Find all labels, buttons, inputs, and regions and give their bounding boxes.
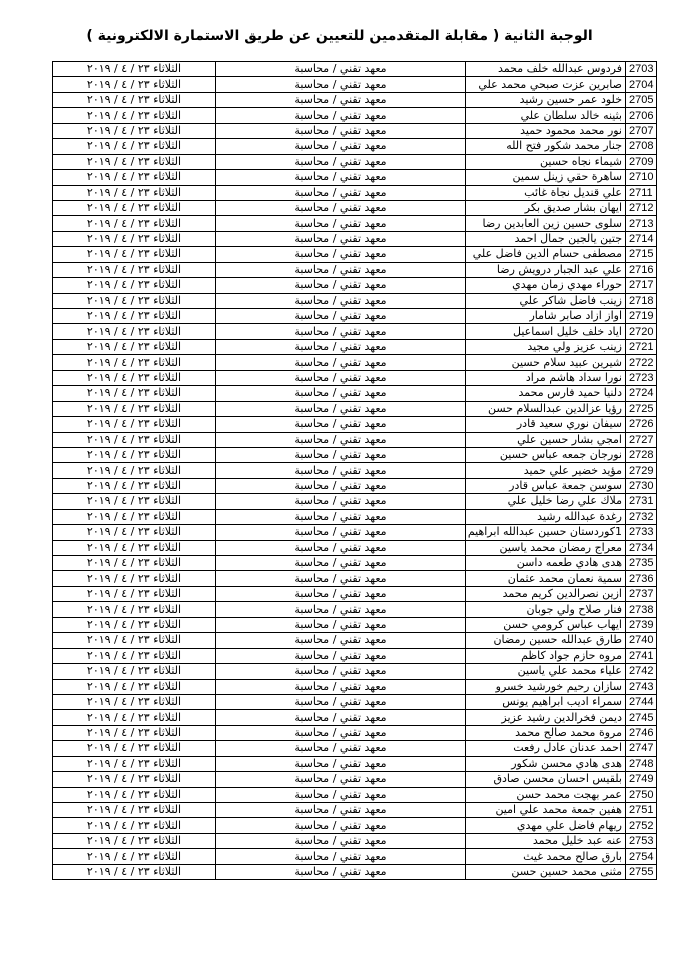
- interview-date: الثلاثاء ٢٣ / ٤ / ٢٠١٩: [53, 309, 216, 324]
- interview-date: الثلاثاء ٢٣ / ٤ / ٢٠١٩: [53, 818, 216, 833]
- row-number: 2753: [626, 833, 657, 848]
- row-number: 2737: [626, 586, 657, 601]
- interview-date: الثلاثاء ٢٣ / ٤ / ٢٠١٩: [53, 139, 216, 154]
- row-number: 2717: [626, 278, 657, 293]
- interview-date: الثلاثاء ٢٣ / ٤ / ٢٠١٩: [53, 849, 216, 864]
- specialty-cell: معهد تقني / محاسبة: [216, 694, 466, 709]
- table-row: [53, 355, 657, 370]
- specialty-cell: معهد تقني / محاسبة: [216, 278, 466, 293]
- specialty-cell: معهد تقني / محاسبة: [216, 200, 466, 215]
- specialty-cell: معهد تقني / محاسبة: [216, 170, 466, 185]
- specialty-cell: معهد تقني / محاسبة: [216, 556, 466, 571]
- row-number: 2733: [626, 525, 657, 540]
- specialty-cell: معهد تقني / محاسبة: [216, 355, 466, 370]
- applicant-name: ايهان بشار صديق بكر: [466, 200, 626, 215]
- table-row: [53, 648, 657, 663]
- interview-date: الثلاثاء ٢٣ / ٤ / ٢٠١٩: [53, 679, 216, 694]
- specialty-cell: معهد تقني / محاسبة: [216, 833, 466, 848]
- table-row: [53, 77, 657, 92]
- applicant-name: مثنى محمد حسين حسن: [466, 864, 626, 879]
- interview-date: الثلاثاء ٢٣ / ٤ / ٢٠١٩: [53, 231, 216, 246]
- specialty-cell: معهد تقني / محاسبة: [216, 108, 466, 123]
- interview-date: الثلاثاء ٢٣ / ٤ / ٢٠١٩: [53, 478, 216, 493]
- specialty-cell: معهد تقني / محاسبة: [216, 386, 466, 401]
- interview-date: الثلاثاء ٢٣ / ٤ / ٢٠١٩: [53, 339, 216, 354]
- applicants-table: [52, 61, 657, 880]
- table-row: [53, 833, 657, 848]
- interview-date: الثلاثاء ٢٣ / ٤ / ٢٠١٩: [53, 833, 216, 848]
- applicant-name: رؤيا عزالدين عبدالسلام حسن: [466, 401, 626, 416]
- applicant-name: ساهرة حقي زينل سمين: [466, 170, 626, 185]
- applicant-name: دلنيا حميد فارس محمد: [466, 386, 626, 401]
- interview-date: الثلاثاء ٢٣ / ٤ / ٢٠١٩: [53, 772, 216, 787]
- applicant-name: ايهاب عباس كرومي حسن: [466, 617, 626, 632]
- specialty-cell: معهد تقني / محاسبة: [216, 818, 466, 833]
- applicant-name: سمراء اديب ابراهيم يونس: [466, 694, 626, 709]
- interview-date: الثلاثاء ٢٣ / ٤ / ٢٠١٩: [53, 370, 216, 385]
- specialty-cell: معهد تقني / محاسبة: [216, 864, 466, 879]
- row-number: 2710: [626, 170, 657, 185]
- table-row: [53, 556, 657, 571]
- interview-date: الثلاثاء ٢٣ / ٤ / ٢٠١٩: [53, 293, 216, 308]
- table-row: [53, 602, 657, 617]
- applicant-name: هدى هادي طعمه داسن: [466, 556, 626, 571]
- specialty-cell: معهد تقني / محاسبة: [216, 571, 466, 586]
- row-number: 2748: [626, 756, 657, 771]
- row-number: 2740: [626, 633, 657, 648]
- table-row: [53, 62, 657, 77]
- table-row: [53, 432, 657, 447]
- table-row: [53, 679, 657, 694]
- specialty-cell: معهد تقني / محاسبة: [216, 679, 466, 694]
- row-number: 2734: [626, 540, 657, 555]
- table-row: [53, 324, 657, 339]
- applicant-name: رغدة عبدالله رشيد: [466, 509, 626, 524]
- interview-date: الثلاثاء ٢٣ / ٤ / ٢٠١٩: [53, 803, 216, 818]
- table-row: [53, 540, 657, 555]
- interview-date: الثلاثاء ٢٣ / ٤ / ٢٠١٩: [53, 694, 216, 709]
- applicant-name: اواز ازاد صابر شامار: [466, 309, 626, 324]
- table-row: [53, 617, 657, 632]
- applicant-name: مصطفى حسام الدين فاضل علي: [466, 247, 626, 262]
- specialty-cell: معهد تقني / محاسبة: [216, 231, 466, 246]
- row-number: 2738: [626, 602, 657, 617]
- interview-date: الثلاثاء ٢٣ / ٤ / ٢٠١٩: [53, 586, 216, 601]
- specialty-cell: معهد تقني / محاسبة: [216, 309, 466, 324]
- interview-date: الثلاثاء ٢٣ / ٤ / ٢٠١٩: [53, 725, 216, 740]
- applicant-name: نورجان جمعه عباس حسين: [466, 447, 626, 462]
- applicant-name: نور محمد محمود حميد: [466, 123, 626, 138]
- interview-date: الثلاثاء ٢٣ / ٤ / ٢٠١٩: [53, 262, 216, 277]
- specialty-cell: معهد تقني / محاسبة: [216, 617, 466, 632]
- table-row: [53, 463, 657, 478]
- interview-date: الثلاثاء ٢٣ / ٤ / ٢٠١٩: [53, 417, 216, 432]
- specialty-cell: معهد تقني / محاسبة: [216, 92, 466, 107]
- interview-date: الثلاثاء ٢٣ / ٤ / ٢٠١٩: [53, 200, 216, 215]
- row-number: 2718: [626, 293, 657, 308]
- interview-date: الثلاثاء ٢٣ / ٤ / ٢٠١٩: [53, 386, 216, 401]
- table-row: [53, 293, 657, 308]
- specialty-cell: معهد تقني / محاسبة: [216, 432, 466, 447]
- applicant-name: جتين يالجين جمال احمد: [466, 231, 626, 246]
- row-number: 2749: [626, 772, 657, 787]
- specialty-cell: معهد تقني / محاسبة: [216, 478, 466, 493]
- row-number: 2746: [626, 725, 657, 740]
- row-number: 2729: [626, 463, 657, 478]
- applicant-name: علياء محمد علي ياسين: [466, 664, 626, 679]
- specialty-cell: معهد تقني / محاسبة: [216, 787, 466, 802]
- row-number: 2720: [626, 324, 657, 339]
- interview-date: الثلاثاء ٢٣ / ٤ / ٢٠١٩: [53, 756, 216, 771]
- applicant-name: فنار صلاح ولي جوبان: [466, 602, 626, 617]
- specialty-cell: معهد تقني / محاسبة: [216, 370, 466, 385]
- row-number: 2751: [626, 803, 657, 818]
- applicant-name: فردوس عبدالله خلف محمد: [466, 62, 626, 77]
- row-number: 2755: [626, 864, 657, 879]
- applicant-name: هدى هادي محسن شكور: [466, 756, 626, 771]
- table-row: [53, 664, 657, 679]
- interview-date: الثلاثاء ٢٣ / ٤ / ٢٠١٩: [53, 664, 216, 679]
- interview-date: الثلاثاء ٢٣ / ٤ / ٢٠١٩: [53, 494, 216, 509]
- table-row: [53, 725, 657, 740]
- table-row: [53, 185, 657, 200]
- specialty-cell: معهد تقني / محاسبة: [216, 123, 466, 138]
- specialty-cell: معهد تقني / محاسبة: [216, 525, 466, 540]
- applicant-name: طارق عبدالله حسين رمضان: [466, 633, 626, 648]
- row-number: 2716: [626, 262, 657, 277]
- specialty-cell: معهد تقني / محاسبة: [216, 756, 466, 771]
- applicant-name: سازان رحيم خورشيد خسرو: [466, 679, 626, 694]
- interview-date: الثلاثاء ٢٣ / ٤ / ٢٠١٩: [53, 617, 216, 632]
- applicants-table-body: [53, 62, 657, 880]
- specialty-cell: معهد تقني / محاسبة: [216, 185, 466, 200]
- table-row: [53, 818, 657, 833]
- table-row: [53, 200, 657, 215]
- interview-date: الثلاثاء ٢٣ / ٤ / ٢٠١٩: [53, 633, 216, 648]
- applicant-name: ديمن فخرالدين رشيد عزيز: [466, 710, 626, 725]
- row-number: 2719: [626, 309, 657, 324]
- row-number: 2743: [626, 679, 657, 694]
- specialty-cell: معهد تقني / محاسبة: [216, 772, 466, 787]
- applicant-name: بلقيس احسان محسن صادق: [466, 772, 626, 787]
- applicant-name: خلود عمر حسين رشيد: [466, 92, 626, 107]
- table-row: [53, 772, 657, 787]
- interview-date: الثلاثاء ٢٣ / ٤ / ٢٠١٩: [53, 540, 216, 555]
- applicant-name: عمر بهجت محمد حسن: [466, 787, 626, 802]
- row-number: 2705: [626, 92, 657, 107]
- specialty-cell: معهد تقني / محاسبة: [216, 339, 466, 354]
- interview-date: الثلاثاء ٢٣ / ٤ / ٢٠١٩: [53, 247, 216, 262]
- specialty-cell: معهد تقني / محاسبة: [216, 154, 466, 169]
- applicant-name: امجي بشار حسين علي: [466, 432, 626, 447]
- specialty-cell: معهد تقني / محاسبة: [216, 648, 466, 663]
- interview-date: الثلاثاء ٢٣ / ٤ / ٢٠١٩: [53, 571, 216, 586]
- row-number: 2723: [626, 370, 657, 385]
- applicant-name: عنه عبد خليل محمد: [466, 833, 626, 848]
- row-number: 2708: [626, 139, 657, 154]
- table-row: [53, 386, 657, 401]
- specialty-cell: معهد تقني / محاسبة: [216, 602, 466, 617]
- specialty-cell: معهد تقني / محاسبة: [216, 803, 466, 818]
- specialty-cell: معهد تقني / محاسبة: [216, 417, 466, 432]
- interview-date: الثلاثاء ٢٣ / ٤ / ٢٠١٩: [53, 648, 216, 663]
- table-row: [53, 123, 657, 138]
- interview-date: الثلاثاء ٢٣ / ٤ / ٢٠١٩: [53, 92, 216, 107]
- applicant-name: معراج رمضان محمد ياسين: [466, 540, 626, 555]
- table-row: [53, 262, 657, 277]
- applicant-name: ريهام فاضل علي مهدي: [466, 818, 626, 833]
- interview-date: الثلاثاء ٢٣ / ٤ / ٢٠١٩: [53, 324, 216, 339]
- applicant-name: حوراء مهدي زمان مهدي: [466, 278, 626, 293]
- applicant-name: سوسن جمعة عباس قادر: [466, 478, 626, 493]
- applicant-name: احمد عدنان عادل رفعت: [466, 741, 626, 756]
- interview-date: الثلاثاء ٢٣ / ٤ / ٢٠١٩: [53, 185, 216, 200]
- specialty-cell: معهد تقني / محاسبة: [216, 509, 466, 524]
- table-row: [53, 139, 657, 154]
- specialty-cell: معهد تقني / محاسبة: [216, 664, 466, 679]
- row-number: 2707: [626, 123, 657, 138]
- row-number: 2745: [626, 710, 657, 725]
- interview-date: الثلاثاء ٢٣ / ٤ / ٢٠١٩: [53, 123, 216, 138]
- table-row: [53, 309, 657, 324]
- row-number: 2731: [626, 494, 657, 509]
- applicant-name: زينب عزيز ولي مجيد: [466, 339, 626, 354]
- interview-date: الثلاثاء ٢٣ / ٤ / ٢٠١٩: [53, 401, 216, 416]
- applicant-name: نورا سداد هاشم مراد: [466, 370, 626, 385]
- row-number: 2706: [626, 108, 657, 123]
- table-row: [53, 571, 657, 586]
- specialty-cell: معهد تقني / محاسبة: [216, 540, 466, 555]
- row-number: 2732: [626, 509, 657, 524]
- applicant-name: بارق صالح محمد غيث: [466, 849, 626, 864]
- row-number: 2741: [626, 648, 657, 663]
- row-number: 2754: [626, 849, 657, 864]
- applicant-name: شيماء نجاه حسين: [466, 154, 626, 169]
- table-row: [53, 741, 657, 756]
- row-number: 2727: [626, 432, 657, 447]
- interview-date: الثلاثاء ٢٣ / ٤ / ٢٠١٩: [53, 355, 216, 370]
- table-row: [53, 787, 657, 802]
- interview-date: الثلاثاء ٢٣ / ٤ / ٢٠١٩: [53, 108, 216, 123]
- table-row: [53, 339, 657, 354]
- interview-date: الثلاثاء ٢٣ / ٤ / ٢٠١٩: [53, 77, 216, 92]
- applicant-name: ملاك علي رضا خليل علي: [466, 494, 626, 509]
- specialty-cell: معهد تقني / محاسبة: [216, 725, 466, 740]
- specialty-cell: معهد تقني / محاسبة: [216, 324, 466, 339]
- applicant-name: صابرين عزت صبحي محمد علي: [466, 77, 626, 92]
- interview-date: الثلاثاء ٢٣ / ٤ / ٢٠١٩: [53, 278, 216, 293]
- applicant-name: بثينه خالد سلطان علي: [466, 108, 626, 123]
- interview-date: الثلاثاء ٢٣ / ٤ / ٢٠١٩: [53, 463, 216, 478]
- table-row: [53, 586, 657, 601]
- specialty-cell: معهد تقني / محاسبة: [216, 494, 466, 509]
- applicant-name: ازين نصرالدين كريم محمد: [466, 586, 626, 601]
- specialty-cell: معهد تقني / محاسبة: [216, 447, 466, 462]
- interview-date: الثلاثاء ٢٣ / ٤ / ٢٠١٩: [53, 447, 216, 462]
- table-row: [53, 231, 657, 246]
- applicant-name: مؤيد خضير علي حميد: [466, 463, 626, 478]
- interview-date: الثلاثاء ٢٣ / ٤ / ٢٠١٩: [53, 525, 216, 540]
- specialty-cell: معهد تقني / محاسبة: [216, 710, 466, 725]
- table-row: [53, 864, 657, 879]
- row-number: 2730: [626, 478, 657, 493]
- interview-date: الثلاثاء ٢٣ / ٤ / ٢٠١٩: [53, 602, 216, 617]
- row-number: 2703: [626, 62, 657, 77]
- row-number: 2747: [626, 741, 657, 756]
- applicant-name: هفين جمعة محمد علي امين: [466, 803, 626, 818]
- interview-date: الثلاثاء ٢٣ / ٤ / ٢٠١٩: [53, 509, 216, 524]
- row-number: 2721: [626, 339, 657, 354]
- table-row: [53, 370, 657, 385]
- table-row: [53, 694, 657, 709]
- table-row: [53, 509, 657, 524]
- table-row: [53, 108, 657, 123]
- table-row: [53, 710, 657, 725]
- table-row: [53, 633, 657, 648]
- interview-date: الثلاثاء ٢٣ / ٤ / ٢٠١٩: [53, 556, 216, 571]
- interview-date: الثلاثاء ٢٣ / ٤ / ٢٠١٩: [53, 864, 216, 879]
- specialty-cell: معهد تقني / محاسبة: [216, 262, 466, 277]
- table-row: [53, 247, 657, 262]
- table-row: [53, 154, 657, 169]
- row-number: 2725: [626, 401, 657, 416]
- interview-date: الثلاثاء ٢٣ / ٤ / ٢٠١٩: [53, 432, 216, 447]
- specialty-cell: معهد تقني / محاسبة: [216, 741, 466, 756]
- table-row: [53, 216, 657, 231]
- applicant-name: سمية نعمان محمد عثمان: [466, 571, 626, 586]
- table-row: [53, 401, 657, 416]
- specialty-cell: معهد تقني / محاسبة: [216, 463, 466, 478]
- specialty-cell: معهد تقني / محاسبة: [216, 139, 466, 154]
- applicant-name: علي عبد الجبار درويش رضا: [466, 262, 626, 277]
- applicant-name: سيفان نوري سعيد قادر: [466, 417, 626, 432]
- specialty-cell: معهد تقني / محاسبة: [216, 77, 466, 92]
- applicant-name: سلوى حسين زين العابدين رضا: [466, 216, 626, 231]
- row-number: 2712: [626, 200, 657, 215]
- applicant-name: مروه حازم جواد كاظم: [466, 648, 626, 663]
- applicant-name: شيرين عبيد سلام حسين: [466, 355, 626, 370]
- specialty-cell: معهد تقني / محاسبة: [216, 401, 466, 416]
- table-row: [53, 756, 657, 771]
- specialty-cell: معهد تقني / محاسبة: [216, 216, 466, 231]
- row-number: 2728: [626, 447, 657, 462]
- interview-date: الثلاثاء ٢٣ / ٤ / ٢٠١٩: [53, 216, 216, 231]
- row-number: 2711: [626, 185, 657, 200]
- specialty-cell: معهد تقني / محاسبة: [216, 633, 466, 648]
- applicant-name: جنار محمد شكور فتح الله: [466, 139, 626, 154]
- row-number: 2736: [626, 571, 657, 586]
- table-row: [53, 849, 657, 864]
- row-number: 2704: [626, 77, 657, 92]
- row-number: 2742: [626, 664, 657, 679]
- interview-date: الثلاثاء ٢٣ / ٤ / ٢٠١٩: [53, 710, 216, 725]
- applicant-name: علي قنديل نجاة غائب: [466, 185, 626, 200]
- table-row: [53, 447, 657, 462]
- row-number: 2709: [626, 154, 657, 169]
- specialty-cell: معهد تقني / محاسبة: [216, 247, 466, 262]
- specialty-cell: معهد تقني / محاسبة: [216, 849, 466, 864]
- specialty-cell: معهد تقني / محاسبة: [216, 586, 466, 601]
- specialty-cell: معهد تقني / محاسبة: [216, 62, 466, 77]
- table-row: [53, 478, 657, 493]
- applicant-name: زينب فاضل شاكر علي: [466, 293, 626, 308]
- applicant-name: 1كوردستان حسين عبدالله ابراهيم: [466, 525, 626, 540]
- row-number: 2726: [626, 417, 657, 432]
- table-row: [53, 525, 657, 540]
- row-number: 2750: [626, 787, 657, 802]
- table-row: [53, 170, 657, 185]
- table-row: [53, 278, 657, 293]
- table-row: [53, 803, 657, 818]
- interview-date: الثلاثاء ٢٣ / ٤ / ٢٠١٩: [53, 154, 216, 169]
- row-number: 2739: [626, 617, 657, 632]
- table-row: [53, 92, 657, 107]
- row-number: 2724: [626, 386, 657, 401]
- page-title: الوجبة الثانية ( مقابلة المتقدمين للتعيين عن طريق الاستمارة الالكترونية ): [86, 28, 593, 44]
- specialty-cell: معهد تقني / محاسبة: [216, 293, 466, 308]
- interview-date: الثلاثاء ٢٣ / ٤ / ٢٠١٩: [53, 62, 216, 77]
- row-number: 2744: [626, 694, 657, 709]
- table-row: [53, 417, 657, 432]
- row-number: 2713: [626, 216, 657, 231]
- row-number: 2715: [626, 247, 657, 262]
- applicant-name: مروة محمد صالح محمد: [466, 725, 626, 740]
- applicant-name: اياد خلف خليل اسماعيل: [466, 324, 626, 339]
- table-row: [53, 494, 657, 509]
- row-number: 2714: [626, 231, 657, 246]
- interview-date: الثلاثاء ٢٣ / ٤ / ٢٠١٩: [53, 741, 216, 756]
- row-number: 2722: [626, 355, 657, 370]
- row-number: 2735: [626, 556, 657, 571]
- row-number: 2752: [626, 818, 657, 833]
- interview-date: الثلاثاء ٢٣ / ٤ / ٢٠١٩: [53, 170, 216, 185]
- interview-date: الثلاثاء ٢٣ / ٤ / ٢٠١٩: [53, 787, 216, 802]
